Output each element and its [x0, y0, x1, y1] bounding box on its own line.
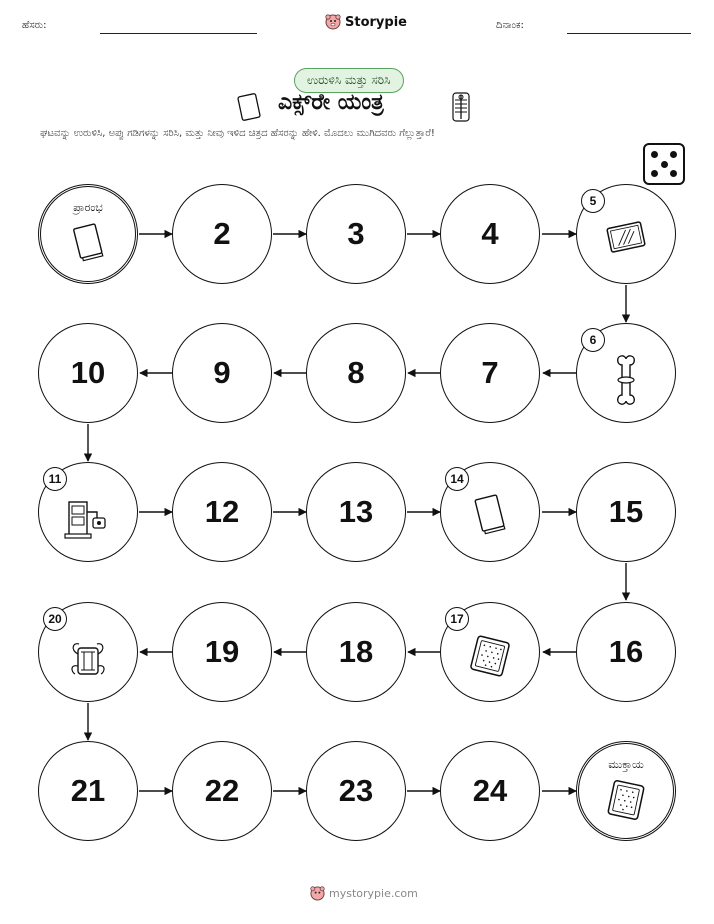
brand-name: Storypie — [345, 14, 407, 30]
board-space-8[interactable]: 8 — [306, 323, 406, 423]
start-space[interactable] — [38, 184, 138, 284]
book-icon — [470, 491, 510, 539]
finish-label: ಮುಕ್ತಾಯ — [608, 758, 644, 771]
board-space-19[interactable]: 19 — [172, 602, 272, 702]
mascot-icon — [310, 886, 325, 901]
board-space-2[interactable]: 2 — [172, 184, 272, 284]
xray-film-icon — [468, 633, 512, 679]
board-space-20[interactable] — [38, 602, 138, 702]
book-icon — [68, 220, 108, 264]
xray-machine-icon — [63, 492, 113, 542]
board-space-21[interactable]: 21 — [38, 741, 138, 841]
vacuum-tube-icon — [65, 634, 111, 680]
bone-icon — [611, 353, 641, 407]
board-space-11[interactable] — [38, 462, 138, 562]
space-number-badge: 5 — [581, 189, 605, 213]
board-space-22[interactable]: 22 — [172, 741, 272, 841]
board-space-6[interactable] — [576, 323, 676, 423]
space-number-badge: 17 — [445, 607, 469, 631]
space-number-badge: 11 — [43, 467, 67, 491]
instructions: ಘಟವನ್ನು ಉರುಳಿಸಿ, ಅಪ್ಪು ಗಡಿಗಳನ್ನು ಸರಿಸಿ, ಮತ್ತು ನೀವು ಇಳಿದ ಚಿತ್ರದ ಹೆಸರನ್ನು ಹೇಳಿ. ಮೊದಲು ಮುಗಿದವರು ಗೆಲ್ಲುತ್ತಾರೆ! — [40, 128, 435, 139]
board-space-5[interactable] — [576, 184, 676, 284]
footer-url[interactable]: mystorypie.com — [329, 887, 418, 900]
date-label: ದಿನಾಂಕ: — [496, 20, 524, 31]
board-space-7[interactable]: 7 — [440, 323, 540, 423]
finish-space[interactable] — [576, 741, 676, 841]
name-label: ಹೆಸರು: — [22, 20, 47, 31]
game-type-pill: ಉರುಳಿಸಿ ಮತ್ತು ಸರಿಸಿ — [294, 68, 404, 93]
board-space-23[interactable]: 23 — [306, 741, 406, 841]
board-space-4[interactable]: 4 — [440, 184, 540, 284]
board-space-13[interactable]: 13 — [306, 462, 406, 562]
board-space-16[interactable]: 16 — [576, 602, 676, 702]
space-number-badge: 6 — [581, 328, 605, 352]
xray-film-icon — [605, 777, 647, 823]
board-space-14[interactable] — [440, 462, 540, 562]
start-label: ಪ್ರಾರಂಭ — [73, 201, 103, 214]
board-space-3[interactable]: 3 — [306, 184, 406, 284]
board-space-9[interactable]: 9 — [172, 323, 272, 423]
board-space-17[interactable] — [440, 602, 540, 702]
board-space-12[interactable]: 12 — [172, 462, 272, 562]
board-space-10[interactable]: 10 — [38, 323, 138, 423]
footer — [310, 886, 418, 901]
page-title: ಎಕ್ಸ್‌ರೇ ಯಂತ್ರ — [278, 90, 384, 115]
board-space-24[interactable]: 24 — [440, 741, 540, 841]
board-space-18[interactable]: 18 — [306, 602, 406, 702]
board-space-15[interactable]: 15 — [576, 462, 676, 562]
space-number-badge: 14 — [445, 467, 469, 491]
glass-plate-icon — [603, 217, 649, 257]
space-number-badge: 20 — [43, 607, 67, 631]
